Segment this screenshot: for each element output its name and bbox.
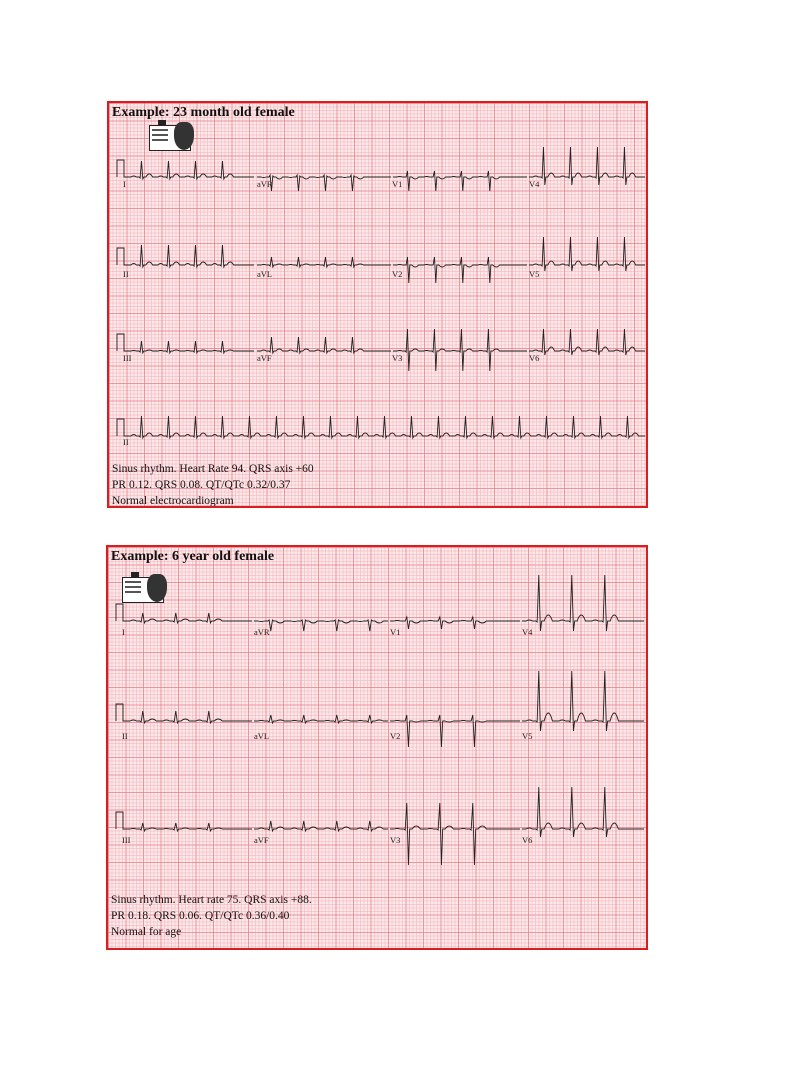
ecg-card-23-month <box>107 101 648 508</box>
lead-label-III: III <box>122 835 131 845</box>
lead-label-aVF: aVF <box>257 353 272 363</box>
ecg-trace-lead-III <box>116 812 252 831</box>
lead-label-rhythm: II <box>123 437 129 447</box>
lead-label-aVL: aVL <box>257 269 273 279</box>
ecg-trace-lead-aVR <box>254 620 388 631</box>
ecg-tracings <box>108 547 648 950</box>
ecg-trace-lead-V2 <box>393 257 527 283</box>
lead-label-V3: V3 <box>390 835 401 845</box>
lead-label-V6: V6 <box>522 835 533 845</box>
lead-label-V1: V1 <box>392 179 403 189</box>
interpretation-line: Sinus rhythm. Heart rate 75. QRS axis +88. <box>111 894 312 906</box>
ecg-interpretation <box>111 892 312 940</box>
ecg-trace-lead-V1 <box>390 617 520 629</box>
ecg-trace-lead-aVF <box>257 337 391 353</box>
lead-label-V4: V4 <box>529 179 540 189</box>
interpretation-line: PR 0.18. QRS 0.06. QT/QTc 0.36/0.40 <box>111 910 290 922</box>
lead-label-V1: V1 <box>390 627 401 637</box>
lead-label-V2: V2 <box>392 269 403 279</box>
ecg-trace-lead-V6 <box>522 787 644 837</box>
lead-label-V2: V2 <box>390 731 401 741</box>
ecg-trace-lead-aVF <box>254 821 388 831</box>
lead-label-I: I <box>123 179 126 189</box>
lead-label-V5: V5 <box>529 269 540 279</box>
ecg-trace-lead-V5 <box>522 671 644 731</box>
interpretation-line: PR 0.12. QRS 0.08. QT/QTc 0.32/0.37 <box>112 479 291 491</box>
lead-label-aVR: aVR <box>257 179 273 189</box>
lead-label-V6: V6 <box>529 353 540 363</box>
ecg-trace-rhythm-strip <box>117 416 645 438</box>
lead-label-aVF: aVF <box>254 835 269 845</box>
ecg-trace-lead-aVL <box>257 257 391 267</box>
ecg-trace-lead-aVL <box>254 715 388 723</box>
ecg-trace-lead-I <box>116 604 252 623</box>
ecg-trace-lead-V4 <box>529 147 645 185</box>
ecg-trace-lead-II <box>117 245 254 267</box>
ecg-card-6-year <box>106 545 648 950</box>
lead-label-aVR: aVR <box>254 627 270 637</box>
interpretation-line: Normal electrocardiogram <box>112 495 234 507</box>
ecg-trace-lead-V5 <box>529 237 645 271</box>
ecg-tracings <box>109 103 648 508</box>
lead-label-I: I <box>122 627 125 637</box>
ecg-interpretation <box>112 461 314 508</box>
ecg-trace-lead-V3 <box>393 329 527 371</box>
lead-label-aVL: aVL <box>254 731 270 741</box>
ecg-trace-lead-I <box>117 160 254 179</box>
ecg-title: Example: 6 year old female <box>111 549 275 564</box>
ecg-title: Example: 23 month old female <box>112 105 295 120</box>
ecg-trace-lead-V6 <box>529 329 645 355</box>
lead-label-V3: V3 <box>392 353 403 363</box>
ecg-trace-lead-III <box>117 334 254 353</box>
lead-label-II: II <box>122 731 128 741</box>
ecg-trace-lead-aVR <box>257 175 391 191</box>
lead-label-III: III <box>123 353 132 363</box>
lead-label-V5: V5 <box>522 731 533 741</box>
lead-label-II: II <box>123 269 129 279</box>
ecg-trace-lead-V4 <box>522 575 644 631</box>
ecg-trace-lead-II <box>116 704 252 723</box>
interpretation-line: Normal for age <box>111 926 182 938</box>
interpretation-line: Sinus rhythm. Heart Rate 94. QRS axis +60 <box>112 463 314 475</box>
ecg-trace-lead-V3 <box>390 803 520 865</box>
lead-label-V4: V4 <box>522 627 533 637</box>
ecg-trace-lead-V1 <box>393 171 527 191</box>
ecg-trace-lead-V2 <box>390 715 520 747</box>
